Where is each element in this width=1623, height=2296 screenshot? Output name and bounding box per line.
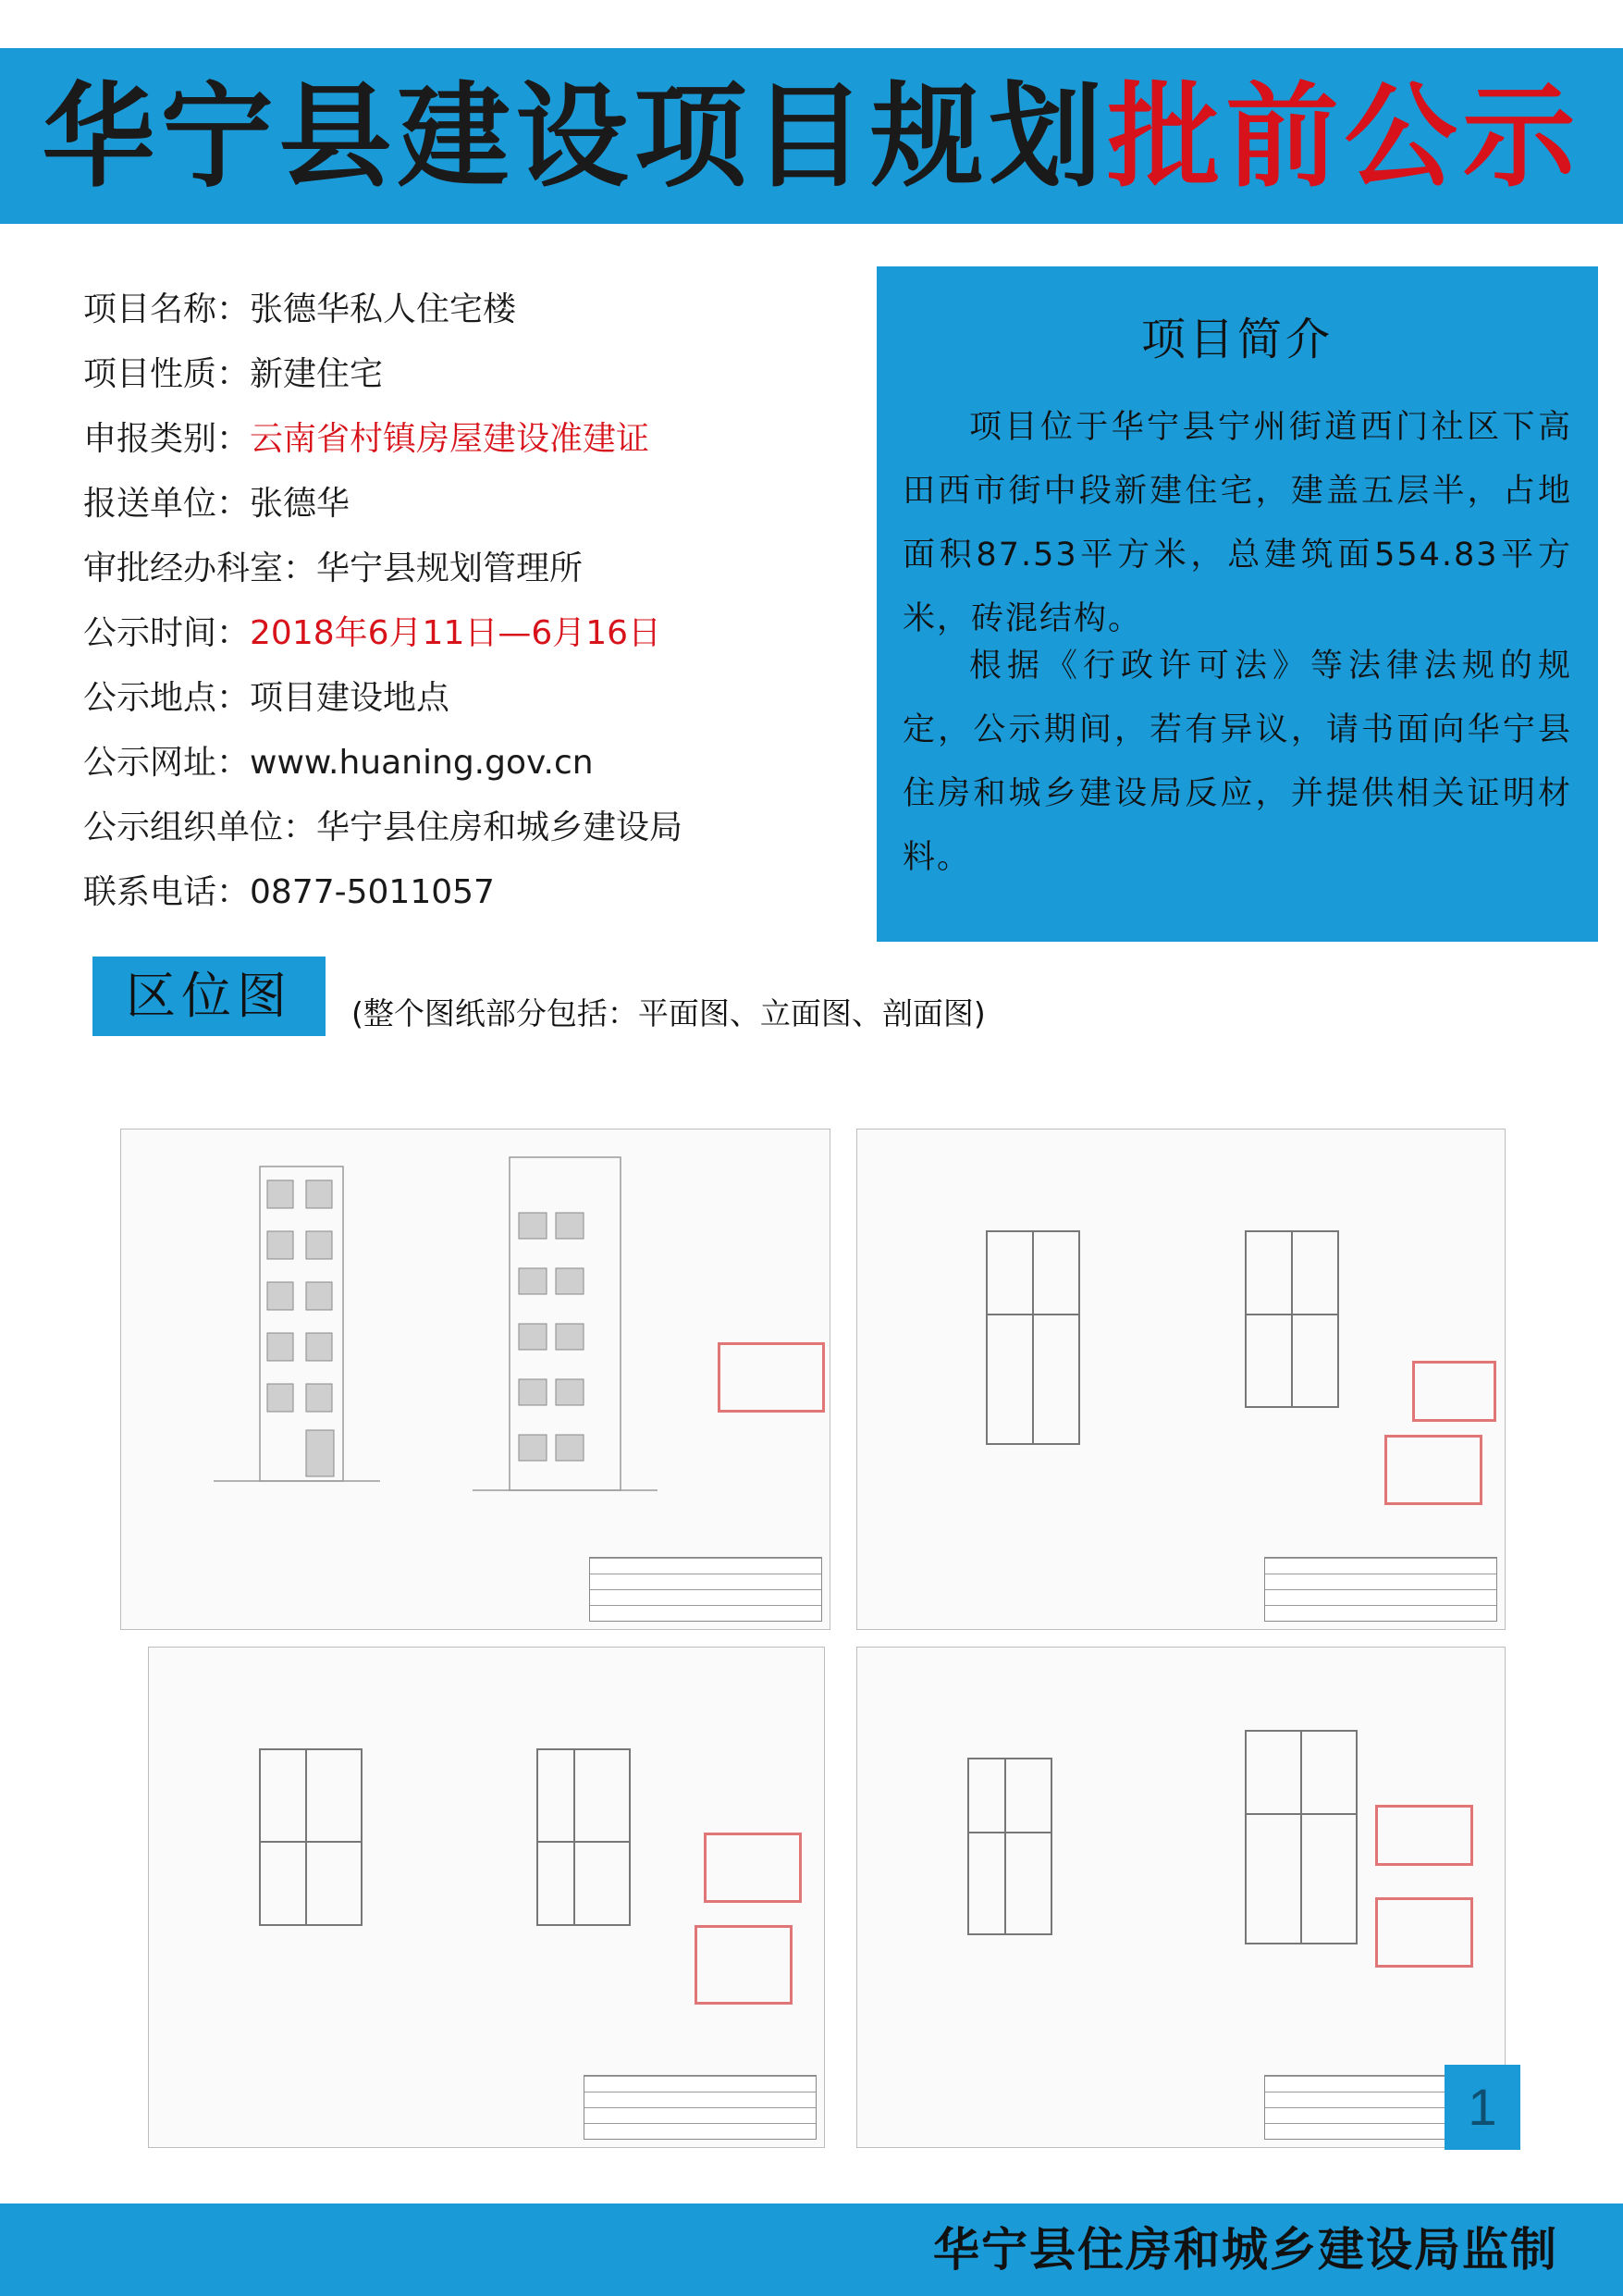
page-number-badge: 1 <box>1445 2065 1520 2150</box>
info-row-submitter <box>83 472 860 537</box>
info-row-project-name <box>83 278 860 342</box>
info-row-website <box>83 731 860 796</box>
info-value: 张德华私人住宅楼 <box>250 290 517 328</box>
project-info-list <box>83 278 860 925</box>
title-black-part: 华宁县建设项目规划 <box>42 69 1108 203</box>
intro-heading: 项目简介 <box>1140 314 1334 365</box>
info-value: www.huaning.gov.cn <box>250 744 594 782</box>
drawing-sheet-section <box>856 1647 1506 2148</box>
info-row-phone <box>83 860 860 925</box>
info-row-office <box>83 537 860 601</box>
approval-stamp <box>704 1833 802 1903</box>
info-row-category <box>83 407 860 472</box>
project-intro-box <box>877 266 1598 942</box>
page-title <box>0 48 1623 224</box>
drawing-title-block <box>1264 1557 1497 1622</box>
title-red-part: 批前公示 <box>1107 69 1581 203</box>
intro-paragraph-2: 根据《行政许可法》等法律法规的规定，公示期间，若有异议，请书面向华宁县住房和城乡建设局反应，并提供相关证明材料。 <box>903 648 1572 876</box>
info-label: 申报类别： <box>83 420 251 458</box>
approval-stamp <box>1375 1897 1473 1968</box>
info-label: 公示组织单位： <box>83 809 317 846</box>
info-label: 联系电话： <box>83 873 251 911</box>
approval-stamp <box>1375 1805 1473 1866</box>
info-label: 项目性质： <box>83 355 251 393</box>
approval-stamp <box>718 1342 825 1413</box>
drawing-sheet-plans-upper <box>856 1129 1506 1630</box>
approval-stamp <box>695 1925 793 2005</box>
footer-banner <box>0 2203 1623 2296</box>
info-value: 华宁县规划管理所 <box>316 549 584 587</box>
location-map-note: (整个图纸部分包括：平面图、立面图、剖面图) <box>351 995 986 1031</box>
info-label: 公示网址： <box>83 744 251 782</box>
info-row-period <box>83 601 860 666</box>
approval-stamp <box>1412 1361 1496 1422</box>
info-row-place <box>83 666 860 731</box>
info-label: 报送单位： <box>83 485 251 523</box>
info-value: 2018年6月11日—6月16日 <box>250 614 662 652</box>
intro-paragraph-1: 项目位于华宁县宁州街道西门社区下高田西市街中段新建住宅，建盖五层半，占地面积87.53平方米，总建筑面554.83平方米，砖混结构。 <box>903 409 1572 637</box>
info-row-organizer <box>83 796 860 860</box>
info-value: 0877-5011057 <box>250 873 495 911</box>
drawings-area <box>111 1119 1554 2155</box>
drawing-title-block <box>589 1557 822 1622</box>
info-label: 项目名称： <box>83 290 251 328</box>
floor-plan-drawing <box>857 1129 1505 1629</box>
info-value: 新建住宅 <box>250 355 384 393</box>
drawing-sheet-elevations <box>120 1129 830 1630</box>
drawing-sheet-plans-lower-left <box>148 1647 825 2148</box>
info-label: 公示时间： <box>83 614 251 652</box>
info-value: 张德华 <box>250 485 350 523</box>
info-value: 项目建设地点 <box>250 679 450 717</box>
info-value: 华宁县住房和城乡建设局 <box>316 809 683 846</box>
approval-stamp <box>1384 1435 1482 1505</box>
info-value: 云南省村镇房屋建设准建证 <box>250 420 650 458</box>
info-label: 审批经办科室： <box>83 549 317 587</box>
footer-signature: 华宁县住房和城乡建设局监制 <box>933 2222 1558 2277</box>
info-label: 公示地点： <box>83 679 251 717</box>
drawing-title-block <box>584 2075 817 2140</box>
info-row-project-nature <box>83 342 860 407</box>
location-map-tag: 区位图 <box>92 957 326 1036</box>
